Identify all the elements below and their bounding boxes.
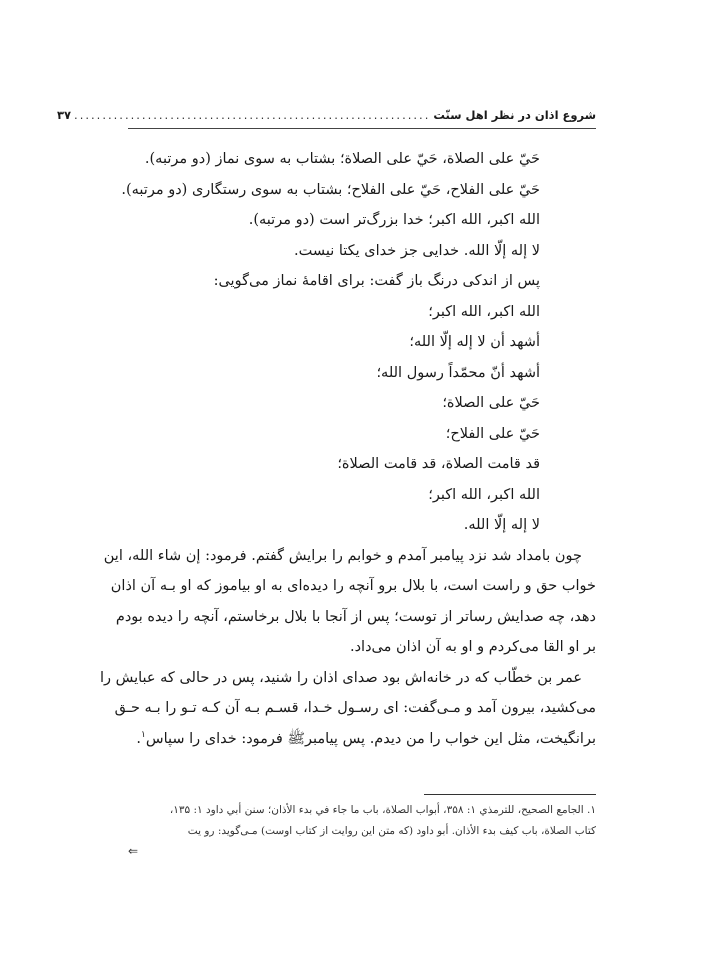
footnotes	[128, 800, 596, 860]
iqama-line: الله اكبر، الله اكبر؛	[428, 486, 540, 503]
adhan-line: حَيّ علی الصلاة، حَيّ علی الصلاة؛ بشتاب به سوی نماز (دو مرتبه).	[144, 151, 540, 167]
paragraph-line: دهد، چه صدايش رساتر از توست؛ پس از آنجا با بلال برخاستم، آنچه را ديده بودم	[115, 608, 596, 625]
paragraph-line: می‌كشيد، بيرون آمد و مـی‌گفت: ای رسـول خـدا، قسـم بـه آن كـه تـو را بـه حـق	[114, 700, 596, 716]
footnote-line: كتاب الصلاة، باب كيف بدء الأذان. أبو داود (كه متن اين روايت از كتاب اوست) مـی‌گويد: رو يت	[187, 825, 596, 837]
dot-leader: ...............................................................	[74, 108, 431, 122]
iqama-line: لا إله إلّا الله.	[463, 517, 540, 533]
paragraph-end-mark: .	[136, 730, 142, 747]
footnote-divider	[424, 794, 596, 795]
adhan-line: حَيّ علی الفلاح، حَيّ علی الفلاح؛ بشتاب به سوی رستگاری (دو مرتبه).	[121, 181, 540, 198]
page-number: ۳۷	[57, 108, 72, 122]
paragraph-text: برانگيخت، مثل اين خواب را من ديدم. پس پيامبرﷺ فرمود: خدای را سپاس	[145, 730, 596, 747]
footnote-line: ۱. الجامع الصحيح، للترمذي ۱: ۳۵۸، أبواب الصلاة، باب ما جاء في بدء الأذان؛ سنن أبي داود ۱: ۱۳۵،	[169, 804, 596, 816]
adhan-line: پس از اندكی درنگ باز گفت: برای اقامهٔ نماز می‌گويی:	[213, 273, 540, 289]
paragraph-line: عمر بن خطّاب كه در خانه‌اش بود صدای اذان را شنيد، پس در حالی كه عبايش را	[99, 669, 582, 686]
adhan-line: لا إله إلّا الله. خدايی جز خدای يكتا نيست.	[294, 242, 540, 259]
adhan-line: الله اكبر، الله اكبر؛ خدا بزرگ‌تر است (دو مرتبه).	[248, 212, 540, 228]
iqama-line: حَيّ علی الصلاة؛	[442, 395, 540, 411]
iqama-line: حَيّ علی الفلاح؛	[445, 425, 540, 442]
chapter-title: شروع اذان در نظر اهل سنّت	[433, 108, 596, 122]
paragraph-line: بر او القا می‌كردم و او به آن اذان می‌داد.	[349, 639, 596, 655]
paragraph-line: خواب حق و راست است، با بلال برو آنچه را ديده‌ای به او بياموز كه او بـه آن اذان	[110, 578, 596, 594]
iqama-line: أشهد أنّ محمّداً رسول الله؛	[376, 364, 540, 381]
iqama-line: أشهد أن لا إله إلّا الله؛	[409, 334, 540, 350]
iqama-line: الله اكبر، الله اكبر؛	[428, 303, 540, 320]
continuation-arrow-icon: ⇐	[128, 844, 139, 858]
footnote-reference[interactable]: ۱	[141, 729, 146, 740]
body-text	[99, 144, 596, 754]
paragraph-line	[128, 724, 596, 755]
paragraph-line: چون بامداد شد نزد پيامبر آمدم و خوابم را برايش گفتم. فرمود: إن شاء الله، اين	[103, 547, 582, 564]
running-header	[57, 102, 596, 122]
iqama-line: قد قامت الصلاة، قد قامت الصلاة؛	[337, 456, 540, 472]
header-divider	[128, 128, 596, 129]
